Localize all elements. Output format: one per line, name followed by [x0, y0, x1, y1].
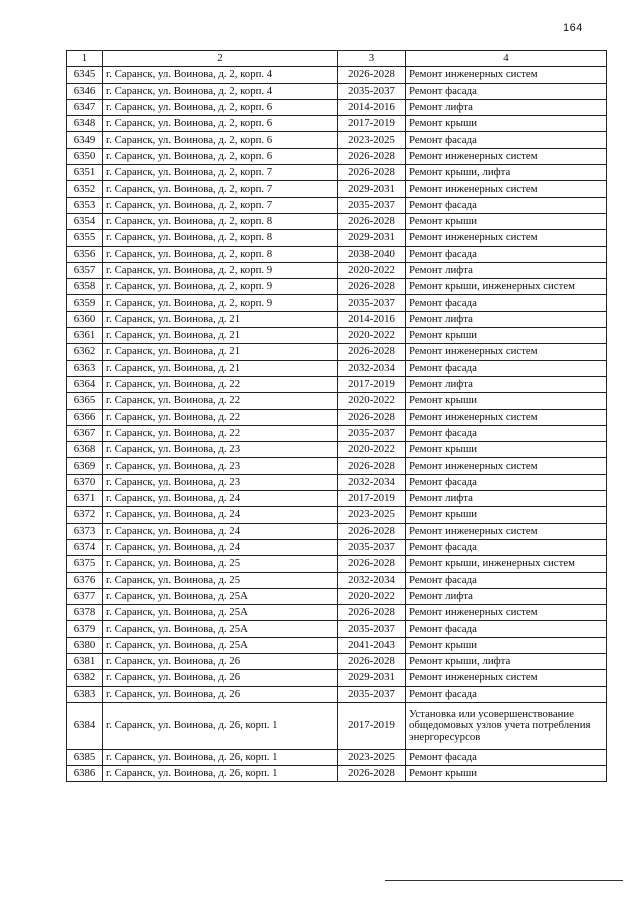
cell-work-type: Ремонт лифта — [406, 99, 607, 115]
cell-address: г. Саранск, ул. Воинова, д. 2, корп. 8 — [103, 213, 338, 229]
table-row — [67, 409, 607, 425]
table-row — [67, 328, 607, 344]
table-row — [67, 442, 607, 458]
cell-address: г. Саранск, ул. Воинова, д. 2, корп. 7 — [103, 165, 338, 181]
cell-address: г. Саранск, ул. Воинова, д. 2, корп. 9 — [103, 262, 338, 278]
cell-address: г. Саранск, ул. Воинова, д. 23 — [103, 442, 338, 458]
table-row — [67, 425, 607, 441]
cell-row-number: 6368 — [67, 442, 103, 458]
cell-address: г. Саранск, ул. Воинова, д. 26 — [103, 653, 338, 669]
table-row — [67, 588, 607, 604]
cell-address: г. Саранск, ул. Воинова, д. 2, корп. 9 — [103, 279, 338, 295]
cell-row-number: 6372 — [67, 507, 103, 523]
cell-period: 2026-2028 — [338, 605, 406, 621]
cell-row-number: 6352 — [67, 181, 103, 197]
table-header-row — [67, 51, 607, 67]
cell-work-type: Ремонт лифта — [406, 262, 607, 278]
cell-work-type: Ремонт лифта — [406, 311, 607, 327]
cell-work-type: Ремонт инженерных систем — [406, 67, 607, 83]
cell-row-number: 6363 — [67, 360, 103, 376]
cell-address: г. Саранск, ул. Воинова, д. 26, корп. 1 — [103, 749, 338, 765]
cell-work-type: Ремонт крыши, лифта — [406, 653, 607, 669]
cell-work-type: Ремонт инженерных систем — [406, 605, 607, 621]
cell-row-number: 6354 — [67, 213, 103, 229]
table-row — [67, 165, 607, 181]
cell-work-type: Ремонт крыши — [406, 637, 607, 653]
cell-row-number: 6357 — [67, 262, 103, 278]
cell-address: г. Саранск, ул. Воинова, д. 2, корп. 7 — [103, 197, 338, 213]
cell-work-type: Ремонт инженерных систем — [406, 230, 607, 246]
table-row — [67, 67, 607, 83]
cell-row-number: 6364 — [67, 376, 103, 392]
cell-work-type: Ремонт фасада — [406, 749, 607, 765]
cell-period: 2026-2028 — [338, 523, 406, 539]
cell-row-number: 6373 — [67, 523, 103, 539]
table-row — [67, 393, 607, 409]
table-row — [67, 376, 607, 392]
cell-address: г. Саранск, ул. Воинова, д. 2, корп. 4 — [103, 83, 338, 99]
table-row — [67, 181, 607, 197]
cell-period: 2026-2028 — [338, 409, 406, 425]
cell-address: г. Саранск, ул. Воинова, д. 2, корп. 8 — [103, 246, 338, 262]
cell-work-type: Ремонт фасада — [406, 197, 607, 213]
table-row — [67, 311, 607, 327]
cell-period: 2020-2022 — [338, 393, 406, 409]
cell-period: 2038-2040 — [338, 246, 406, 262]
cell-work-type: Ремонт фасада — [406, 246, 607, 262]
cell-row-number: 6381 — [67, 653, 103, 669]
cell-address: г. Саранск, ул. Воинова, д. 22 — [103, 409, 338, 425]
cell-work-type: Ремонт инженерных систем — [406, 344, 607, 360]
cell-work-type: Ремонт крыши — [406, 213, 607, 229]
cell-address: г. Саранск, ул. Воинова, д. 25А — [103, 605, 338, 621]
table-row — [67, 686, 607, 702]
table-row — [67, 670, 607, 686]
cell-address: г. Саранск, ул. Воинова, д. 24 — [103, 539, 338, 555]
cell-address: г. Саранск, ул. Воинова, д. 26, корп. 1 — [103, 702, 338, 749]
cell-row-number: 6359 — [67, 295, 103, 311]
table-row — [67, 99, 607, 115]
table-row — [67, 621, 607, 637]
cell-work-type: Ремонт крыши, инженерных систем — [406, 279, 607, 295]
cell-address: г. Саранск, ул. Воинова, д. 21 — [103, 344, 338, 360]
cell-address: г. Саранск, ул. Воинова, д. 26 — [103, 686, 338, 702]
cell-period: 2029-2031 — [338, 230, 406, 246]
table-row — [67, 116, 607, 132]
table-row — [67, 83, 607, 99]
cell-period: 2023-2025 — [338, 132, 406, 148]
cell-work-type: Ремонт фасада — [406, 539, 607, 555]
cell-period: 2026-2028 — [338, 213, 406, 229]
table-row — [67, 749, 607, 765]
cell-row-number: 6383 — [67, 686, 103, 702]
cell-row-number: 6360 — [67, 311, 103, 327]
table-row — [67, 458, 607, 474]
cell-address: г. Саранск, ул. Воинова, д. 24 — [103, 507, 338, 523]
cell-period: 2032-2034 — [338, 474, 406, 490]
cell-period: 2017-2019 — [338, 376, 406, 392]
cell-address: г. Саранск, ул. Воинова, д. 2, корп. 9 — [103, 295, 338, 311]
cell-address: г. Саранск, ул. Воинова, д. 2, корп. 6 — [103, 132, 338, 148]
cell-work-type: Ремонт крыши, лифта — [406, 165, 607, 181]
cell-row-number: 6346 — [67, 83, 103, 99]
cell-work-type: Установка или усовершенствование общедомовых узлов учета потребления энергоресурсов — [406, 702, 607, 749]
cell-row-number: 6377 — [67, 588, 103, 604]
cell-row-number: 6358 — [67, 279, 103, 295]
cell-address: г. Саранск, ул. Воинова, д. 23 — [103, 458, 338, 474]
cell-work-type: Ремонт лифта — [406, 376, 607, 392]
cell-row-number: 6365 — [67, 393, 103, 409]
cell-work-type: Ремонт инженерных систем — [406, 181, 607, 197]
cell-period: 2026-2028 — [338, 279, 406, 295]
cell-work-type: Ремонт инженерных систем — [406, 670, 607, 686]
table-row — [67, 279, 607, 295]
cell-work-type: Ремонт лифта — [406, 491, 607, 507]
cell-period: 2014-2016 — [338, 99, 406, 115]
cell-address: г. Саранск, ул. Воинова, д. 24 — [103, 523, 338, 539]
cell-period: 2026-2028 — [338, 458, 406, 474]
cell-row-number: 6370 — [67, 474, 103, 490]
cell-work-type: Ремонт фасада — [406, 360, 607, 376]
cell-address: г. Саранск, ул. Воинова, д. 22 — [103, 425, 338, 441]
cell-row-number: 6355 — [67, 230, 103, 246]
cell-period: 2029-2031 — [338, 181, 406, 197]
cell-period: 2026-2028 — [338, 148, 406, 164]
cell-row-number: 6374 — [67, 539, 103, 555]
column-header-number: 1 — [67, 51, 103, 67]
table-row — [67, 360, 607, 376]
cell-period: 2026-2028 — [338, 653, 406, 669]
cell-work-type: Ремонт фасада — [406, 83, 607, 99]
cell-period: 2032-2034 — [338, 360, 406, 376]
cell-row-number: 6345 — [67, 67, 103, 83]
cell-row-number: 6375 — [67, 556, 103, 572]
cell-work-type: Ремонт фасада — [406, 132, 607, 148]
cell-address: г. Саранск, ул. Воинова, д. 22 — [103, 393, 338, 409]
cell-row-number: 6353 — [67, 197, 103, 213]
column-header-work: 4 — [406, 51, 607, 67]
cell-address: г. Саранск, ул. Воинова, д. 25А — [103, 637, 338, 653]
cell-period: 2032-2034 — [338, 572, 406, 588]
cell-address: г. Саранск, ул. Воинова, д. 22 — [103, 376, 338, 392]
cell-row-number: 6361 — [67, 328, 103, 344]
cell-address: г. Саранск, ул. Воинова, д. 25А — [103, 621, 338, 637]
cell-address: г. Саранск, ул. Воинова, д. 26, корп. 1 — [103, 766, 338, 782]
table-body — [67, 67, 607, 782]
cell-work-type: Ремонт крыши — [406, 507, 607, 523]
table-row — [67, 344, 607, 360]
cell-work-type: Ремонт инженерных систем — [406, 409, 607, 425]
cell-period: 2017-2019 — [338, 702, 406, 749]
table-row — [67, 132, 607, 148]
cell-work-type: Ремонт крыши — [406, 393, 607, 409]
table-row — [67, 605, 607, 621]
cell-work-type: Ремонт фасада — [406, 686, 607, 702]
cell-work-type: Ремонт фасада — [406, 572, 607, 588]
cell-address: г. Саранск, ул. Воинова, д. 21 — [103, 360, 338, 376]
cell-work-type: Ремонт фасада — [406, 295, 607, 311]
cell-period: 2026-2028 — [338, 344, 406, 360]
cell-row-number: 6382 — [67, 670, 103, 686]
cell-period: 2020-2022 — [338, 262, 406, 278]
cell-row-number: 6386 — [67, 766, 103, 782]
cell-address: г. Саранск, ул. Воинова, д. 2, корп. 6 — [103, 148, 338, 164]
table-row — [67, 637, 607, 653]
cell-period: 2017-2019 — [338, 116, 406, 132]
cell-address: г. Саранск, ул. Воинова, д. 26 — [103, 670, 338, 686]
table-row — [67, 197, 607, 213]
cell-row-number: 6356 — [67, 246, 103, 262]
cell-row-number: 6366 — [67, 409, 103, 425]
cell-period: 2020-2022 — [338, 442, 406, 458]
footer-rule — [385, 880, 623, 881]
table-row — [67, 702, 607, 749]
cell-period: 2020-2022 — [338, 328, 406, 344]
table-row — [67, 766, 607, 782]
table-row — [67, 491, 607, 507]
cell-period: 2023-2025 — [338, 749, 406, 765]
cell-work-type: Ремонт фасада — [406, 474, 607, 490]
table-row — [67, 295, 607, 311]
table-row — [67, 148, 607, 164]
cell-row-number: 6378 — [67, 605, 103, 621]
cell-period: 2026-2028 — [338, 766, 406, 782]
cell-period: 2026-2028 — [338, 165, 406, 181]
page-number: 164 — [563, 22, 583, 34]
cell-work-type: Ремонт инженерных систем — [406, 458, 607, 474]
cell-work-type: Ремонт крыши — [406, 766, 607, 782]
column-header-address: 2 — [103, 51, 338, 67]
table-row — [67, 213, 607, 229]
cell-row-number: 6349 — [67, 132, 103, 148]
cell-work-type: Ремонт инженерных систем — [406, 148, 607, 164]
cell-address: г. Саранск, ул. Воинова, д. 2, корп. 4 — [103, 67, 338, 83]
cell-work-type: Ремонт фасада — [406, 425, 607, 441]
cell-address: г. Саранск, ул. Воинова, д. 2, корп. 7 — [103, 181, 338, 197]
cell-period: 2023-2025 — [338, 507, 406, 523]
cell-work-type: Ремонт крыши, инженерных систем — [406, 556, 607, 572]
cell-row-number: 6376 — [67, 572, 103, 588]
table-row — [67, 246, 607, 262]
cell-address: г. Саранск, ул. Воинова, д. 2, корп. 8 — [103, 230, 338, 246]
cell-row-number: 6379 — [67, 621, 103, 637]
cell-period: 2017-2019 — [338, 491, 406, 507]
cell-work-type: Ремонт крыши — [406, 328, 607, 344]
cell-period: 2035-2037 — [338, 295, 406, 311]
cell-row-number: 6351 — [67, 165, 103, 181]
cell-work-type: Ремонт крыши — [406, 116, 607, 132]
cell-period: 2014-2016 — [338, 311, 406, 327]
cell-row-number: 6367 — [67, 425, 103, 441]
cell-period: 2029-2031 — [338, 670, 406, 686]
cell-row-number: 6362 — [67, 344, 103, 360]
cell-row-number: 6350 — [67, 148, 103, 164]
cell-period: 2020-2022 — [338, 588, 406, 604]
cell-period: 2035-2037 — [338, 621, 406, 637]
table-row — [67, 556, 607, 572]
cell-address: г. Саранск, ул. Воинова, д. 23 — [103, 474, 338, 490]
cell-period: 2035-2037 — [338, 539, 406, 555]
table-row — [67, 653, 607, 669]
cell-address: г. Саранск, ул. Воинова, д. 2, корп. 6 — [103, 116, 338, 132]
cell-address: г. Саранск, ул. Воинова, д. 21 — [103, 328, 338, 344]
cell-address: г. Саранск, ул. Воинова, д. 25А — [103, 588, 338, 604]
cell-work-type: Ремонт инженерных систем — [406, 523, 607, 539]
cell-period: 2041-2043 — [338, 637, 406, 653]
cell-row-number: 6348 — [67, 116, 103, 132]
cell-row-number: 6380 — [67, 637, 103, 653]
cell-row-number: 6347 — [67, 99, 103, 115]
cell-work-type: Ремонт крыши — [406, 442, 607, 458]
cell-address: г. Саранск, ул. Воинова, д. 25 — [103, 556, 338, 572]
cell-address: г. Саранск, ул. Воинова, д. 2, корп. 6 — [103, 99, 338, 115]
cell-period: 2035-2037 — [338, 425, 406, 441]
cell-row-number: 6384 — [67, 702, 103, 749]
cell-address: г. Саранск, ул. Воинова, д. 21 — [103, 311, 338, 327]
cell-period: 2035-2037 — [338, 197, 406, 213]
table-row — [67, 572, 607, 588]
repair-schedule-table — [66, 50, 607, 782]
cell-address: г. Саранск, ул. Воинова, д. 25 — [103, 572, 338, 588]
column-header-period: 3 — [338, 51, 406, 67]
cell-address: г. Саранск, ул. Воинова, д. 24 — [103, 491, 338, 507]
cell-period: 2035-2037 — [338, 83, 406, 99]
cell-row-number: 6369 — [67, 458, 103, 474]
table-row — [67, 262, 607, 278]
table-row — [67, 507, 607, 523]
table-row — [67, 539, 607, 555]
cell-period: 2035-2037 — [338, 686, 406, 702]
cell-work-type: Ремонт фасада — [406, 621, 607, 637]
cell-row-number: 6385 — [67, 749, 103, 765]
cell-row-number: 6371 — [67, 491, 103, 507]
table-row — [67, 230, 607, 246]
table-row — [67, 523, 607, 539]
cell-period: 2026-2028 — [338, 67, 406, 83]
cell-period: 2026-2028 — [338, 556, 406, 572]
table-row — [67, 474, 607, 490]
cell-work-type: Ремонт лифта — [406, 588, 607, 604]
